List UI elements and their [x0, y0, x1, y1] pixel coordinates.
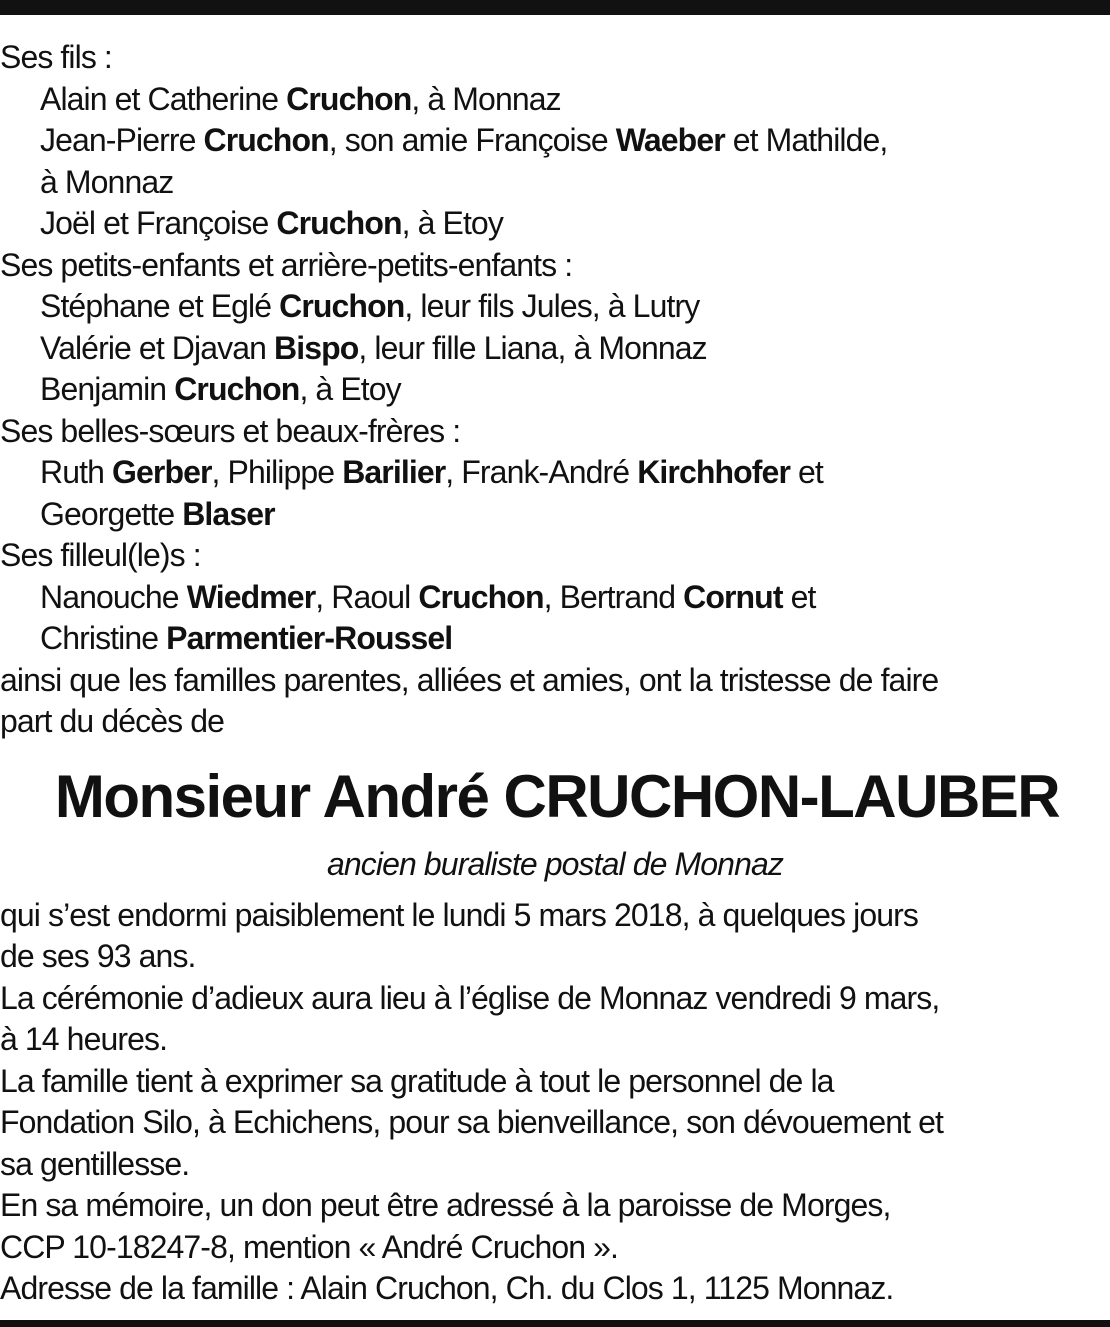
family-line: Joël et Françoise Cruchon, à Etoy [40, 205, 503, 241]
deceased-role: ancien buraliste postal de Monnaz [327, 845, 783, 882]
details-line: qui s’est endormi paisiblement le lundi 5 mars 2018, à quelques jours [0, 896, 919, 933]
details-line: La cérémonie d’adieux aura lieu à l’église de Monnaz vendredi 9 mars, [0, 979, 940, 1016]
family-line: Georgette Blaser [40, 495, 275, 532]
inlaws-heading: Ses belles-sœurs et beaux-frères : [0, 412, 461, 449]
details-line: de ses 93 ans. [0, 938, 196, 974]
details-line: sa gentillesse. [0, 1145, 190, 1182]
sons-heading: Ses fils : [0, 39, 112, 75]
family-line: à Monnaz [40, 163, 174, 200]
grandchildren-heading: Ses petits-enfants et arrière-petits-enfants : [0, 246, 573, 283]
details-line: CCP 10-18247-8, mention « André Cruchon ». [0, 1228, 619, 1265]
family-line: Valérie et Djavan Bispo, leur fille Liana, à Monnaz [40, 329, 707, 366]
details-line: En sa mémoire, un don peut être adressé à la paroisse de Morges, [0, 1187, 891, 1223]
details-line: à 14 heures. [0, 1021, 168, 1057]
details-line: Fondation Silo, à Echichens, pour sa bienveillance, son dévouement et [0, 1104, 943, 1140]
details-line: La famille tient à exprimer sa gratitude à tout le personnel de la [0, 1062, 834, 1099]
announcement-line: part du décès de [0, 703, 224, 739]
deceased-name: Monsieur André CRUCHON-LAUBER [54, 762, 1060, 830]
details-line: Adresse de la famille : Alain Cruchon, Ch. du Clos 1, 1125 Monnaz. [0, 1270, 894, 1306]
top-rule [0, 0, 1110, 15]
bottom-rule [0, 1320, 1110, 1327]
family-line: Nanouche Wiedmer, Raoul Cruchon, Bertrand Cornut et [40, 578, 816, 615]
family-line: Jean-Pierre Cruchon, son amie Françoise Waeber et Mathilde, [40, 122, 888, 158]
family-line: Benjamin Cruchon, à Etoy [40, 371, 401, 407]
godchildren-heading: Ses filleul(le)s : [0, 537, 201, 573]
family-line: Ruth Gerber, Philippe Barilier, Frank-André Kirchhofer et [40, 454, 823, 490]
family-line: Stéphane et Eglé Cruchon, leur fils Jules, à Lutry [40, 288, 700, 324]
death-notice [0, 37, 1110, 1310]
family-line: Alain et Catherine Cruchon, à Monnaz [40, 80, 561, 117]
family-line: Christine Parmentier-Roussel [40, 620, 453, 656]
announcement-line: ainsi que les familles parentes, alliées et amies, ont la tristesse de faire [0, 661, 939, 698]
